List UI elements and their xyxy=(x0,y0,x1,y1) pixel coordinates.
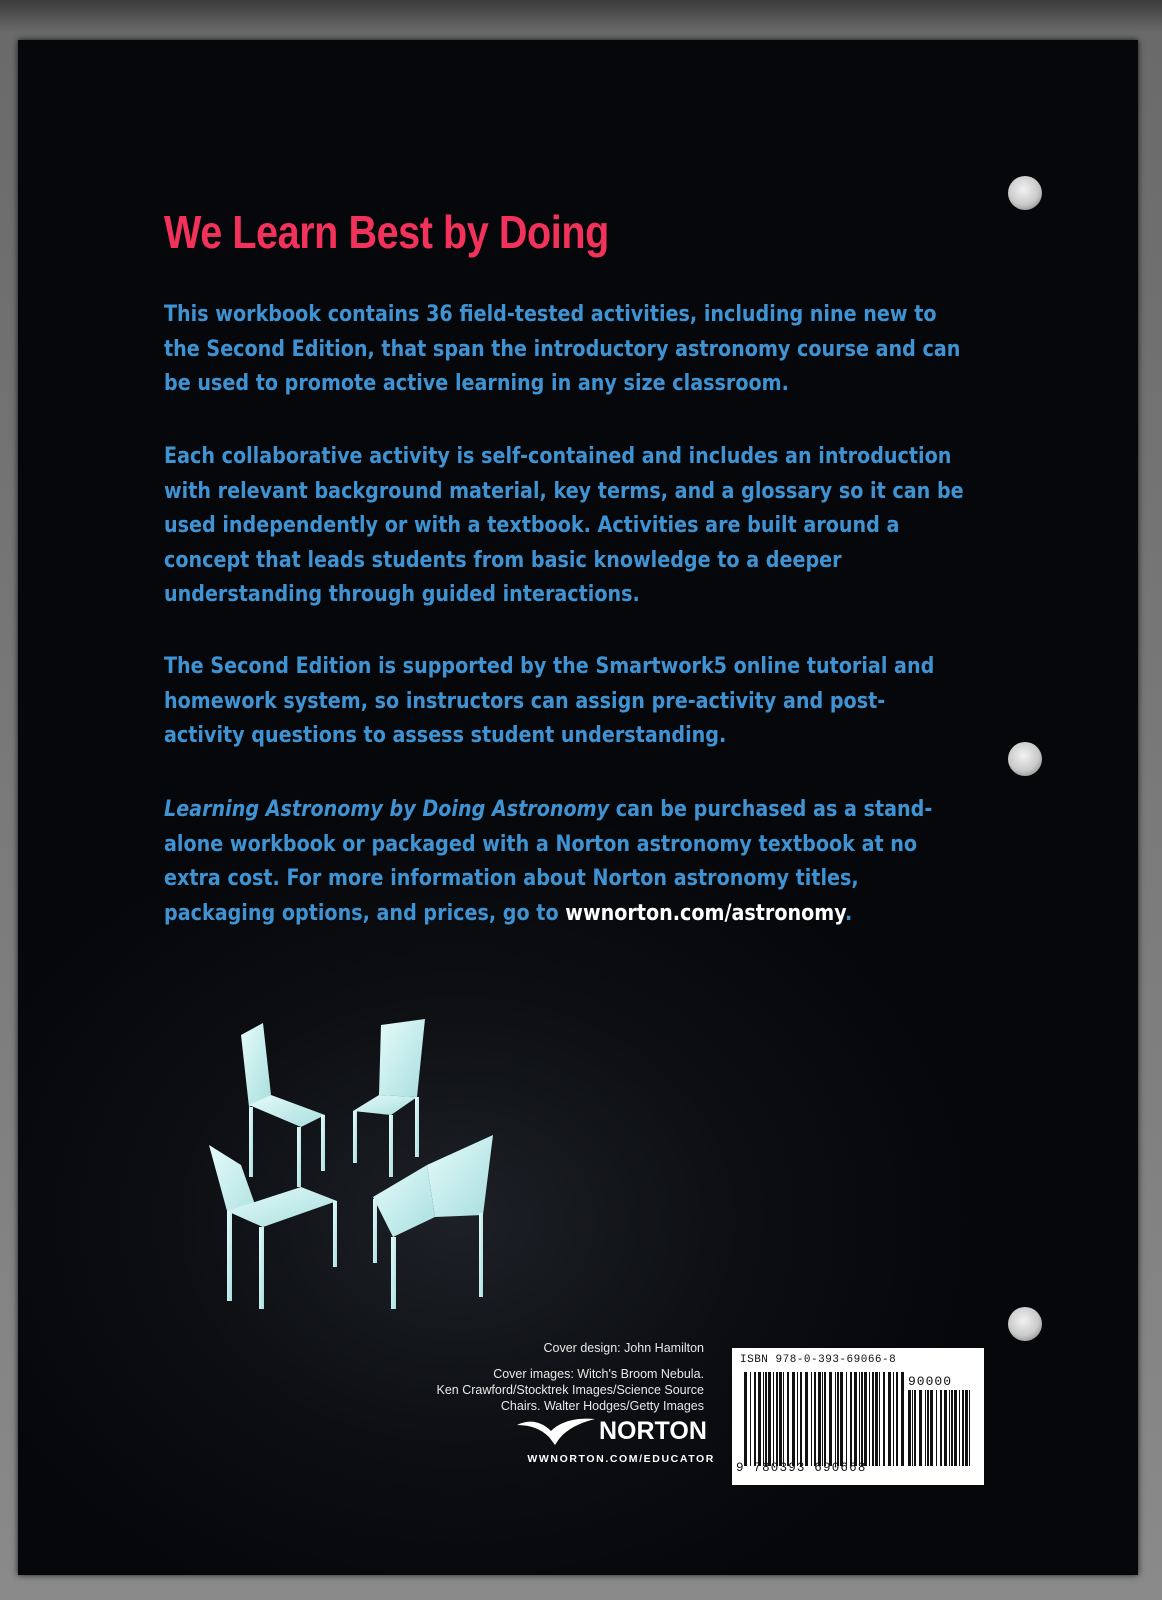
seagull-icon xyxy=(515,1415,599,1449)
norton-logo xyxy=(515,1415,715,1473)
purchase-text-end: . xyxy=(844,900,853,926)
price-code: 90000 xyxy=(908,1374,953,1389)
isbn-number: ISBN 978-0-393-69066-8 xyxy=(740,1354,897,1366)
publisher-url: WWNORTON.COM/EDUCATOR xyxy=(527,1453,715,1465)
paragraph-smartwork: The Second Edition is supported by the Smartwork5 online tutorial and homework system, so instructors can assign pre-activity and post-activity questions to assess student understanding. xyxy=(164,654,935,748)
chair-back-left xyxy=(241,1023,325,1187)
chair-back-right xyxy=(353,1019,425,1177)
astronomy-url-link[interactable]: wwnorton.com/astronomy xyxy=(565,900,845,926)
ean-digits: 9 780393 690668 xyxy=(736,1461,867,1475)
purchase-text: can be purchased as a stand-alone workbook or packaged with a Norton astronomy textbook at no extra cost. For more information about Norton astronomy titles, packaging options, and prices, go to xyxy=(164,797,933,926)
credit-design: Cover design: John Hamilton xyxy=(543,1341,704,1355)
cover-credits xyxy=(384,1340,704,1414)
book-title: Learning Astronomy by Doing Astronomy xyxy=(164,797,610,822)
binder-hole-top xyxy=(1008,176,1042,210)
paragraph-activities: Each collaborative activity is self-contained and includes an introduction with relevant background material, key terms, and a glossary so it can be used independently or with a textbook. Activities are built around a concept that leads students from basic knowledge to a deeper understanding through guided interactions. xyxy=(164,444,964,607)
barcode-bars-addon xyxy=(908,1390,972,1466)
binder-hole-bottom xyxy=(1008,1307,1042,1341)
credit-images-1: Cover images: Witch's Broom Nebula. xyxy=(493,1367,704,1381)
publisher-name: NORTON xyxy=(599,1417,707,1445)
headline: We Learn Best by Doing xyxy=(164,206,609,258)
isbn-barcode xyxy=(732,1348,984,1485)
paragraph-intro: This workbook contains 36 field-tested activities, including nine new to the Second Edition, that span the introductory astronomy course and can be used to promote active learning in any size classroom. xyxy=(164,302,961,396)
book-back-cover xyxy=(18,40,1138,1575)
credit-images-3: Chairs. Walter Hodges/Getty Images xyxy=(500,1399,704,1413)
barcode-bars-main xyxy=(744,1372,904,1466)
credit-images-2: Ken Crawford/Stocktrek Images/Science Source xyxy=(436,1383,704,1397)
chair-front-left xyxy=(209,1145,337,1309)
chairs-illustration xyxy=(193,1015,513,1315)
paragraph-purchase xyxy=(164,793,964,931)
binder-hole-middle xyxy=(1008,742,1042,776)
